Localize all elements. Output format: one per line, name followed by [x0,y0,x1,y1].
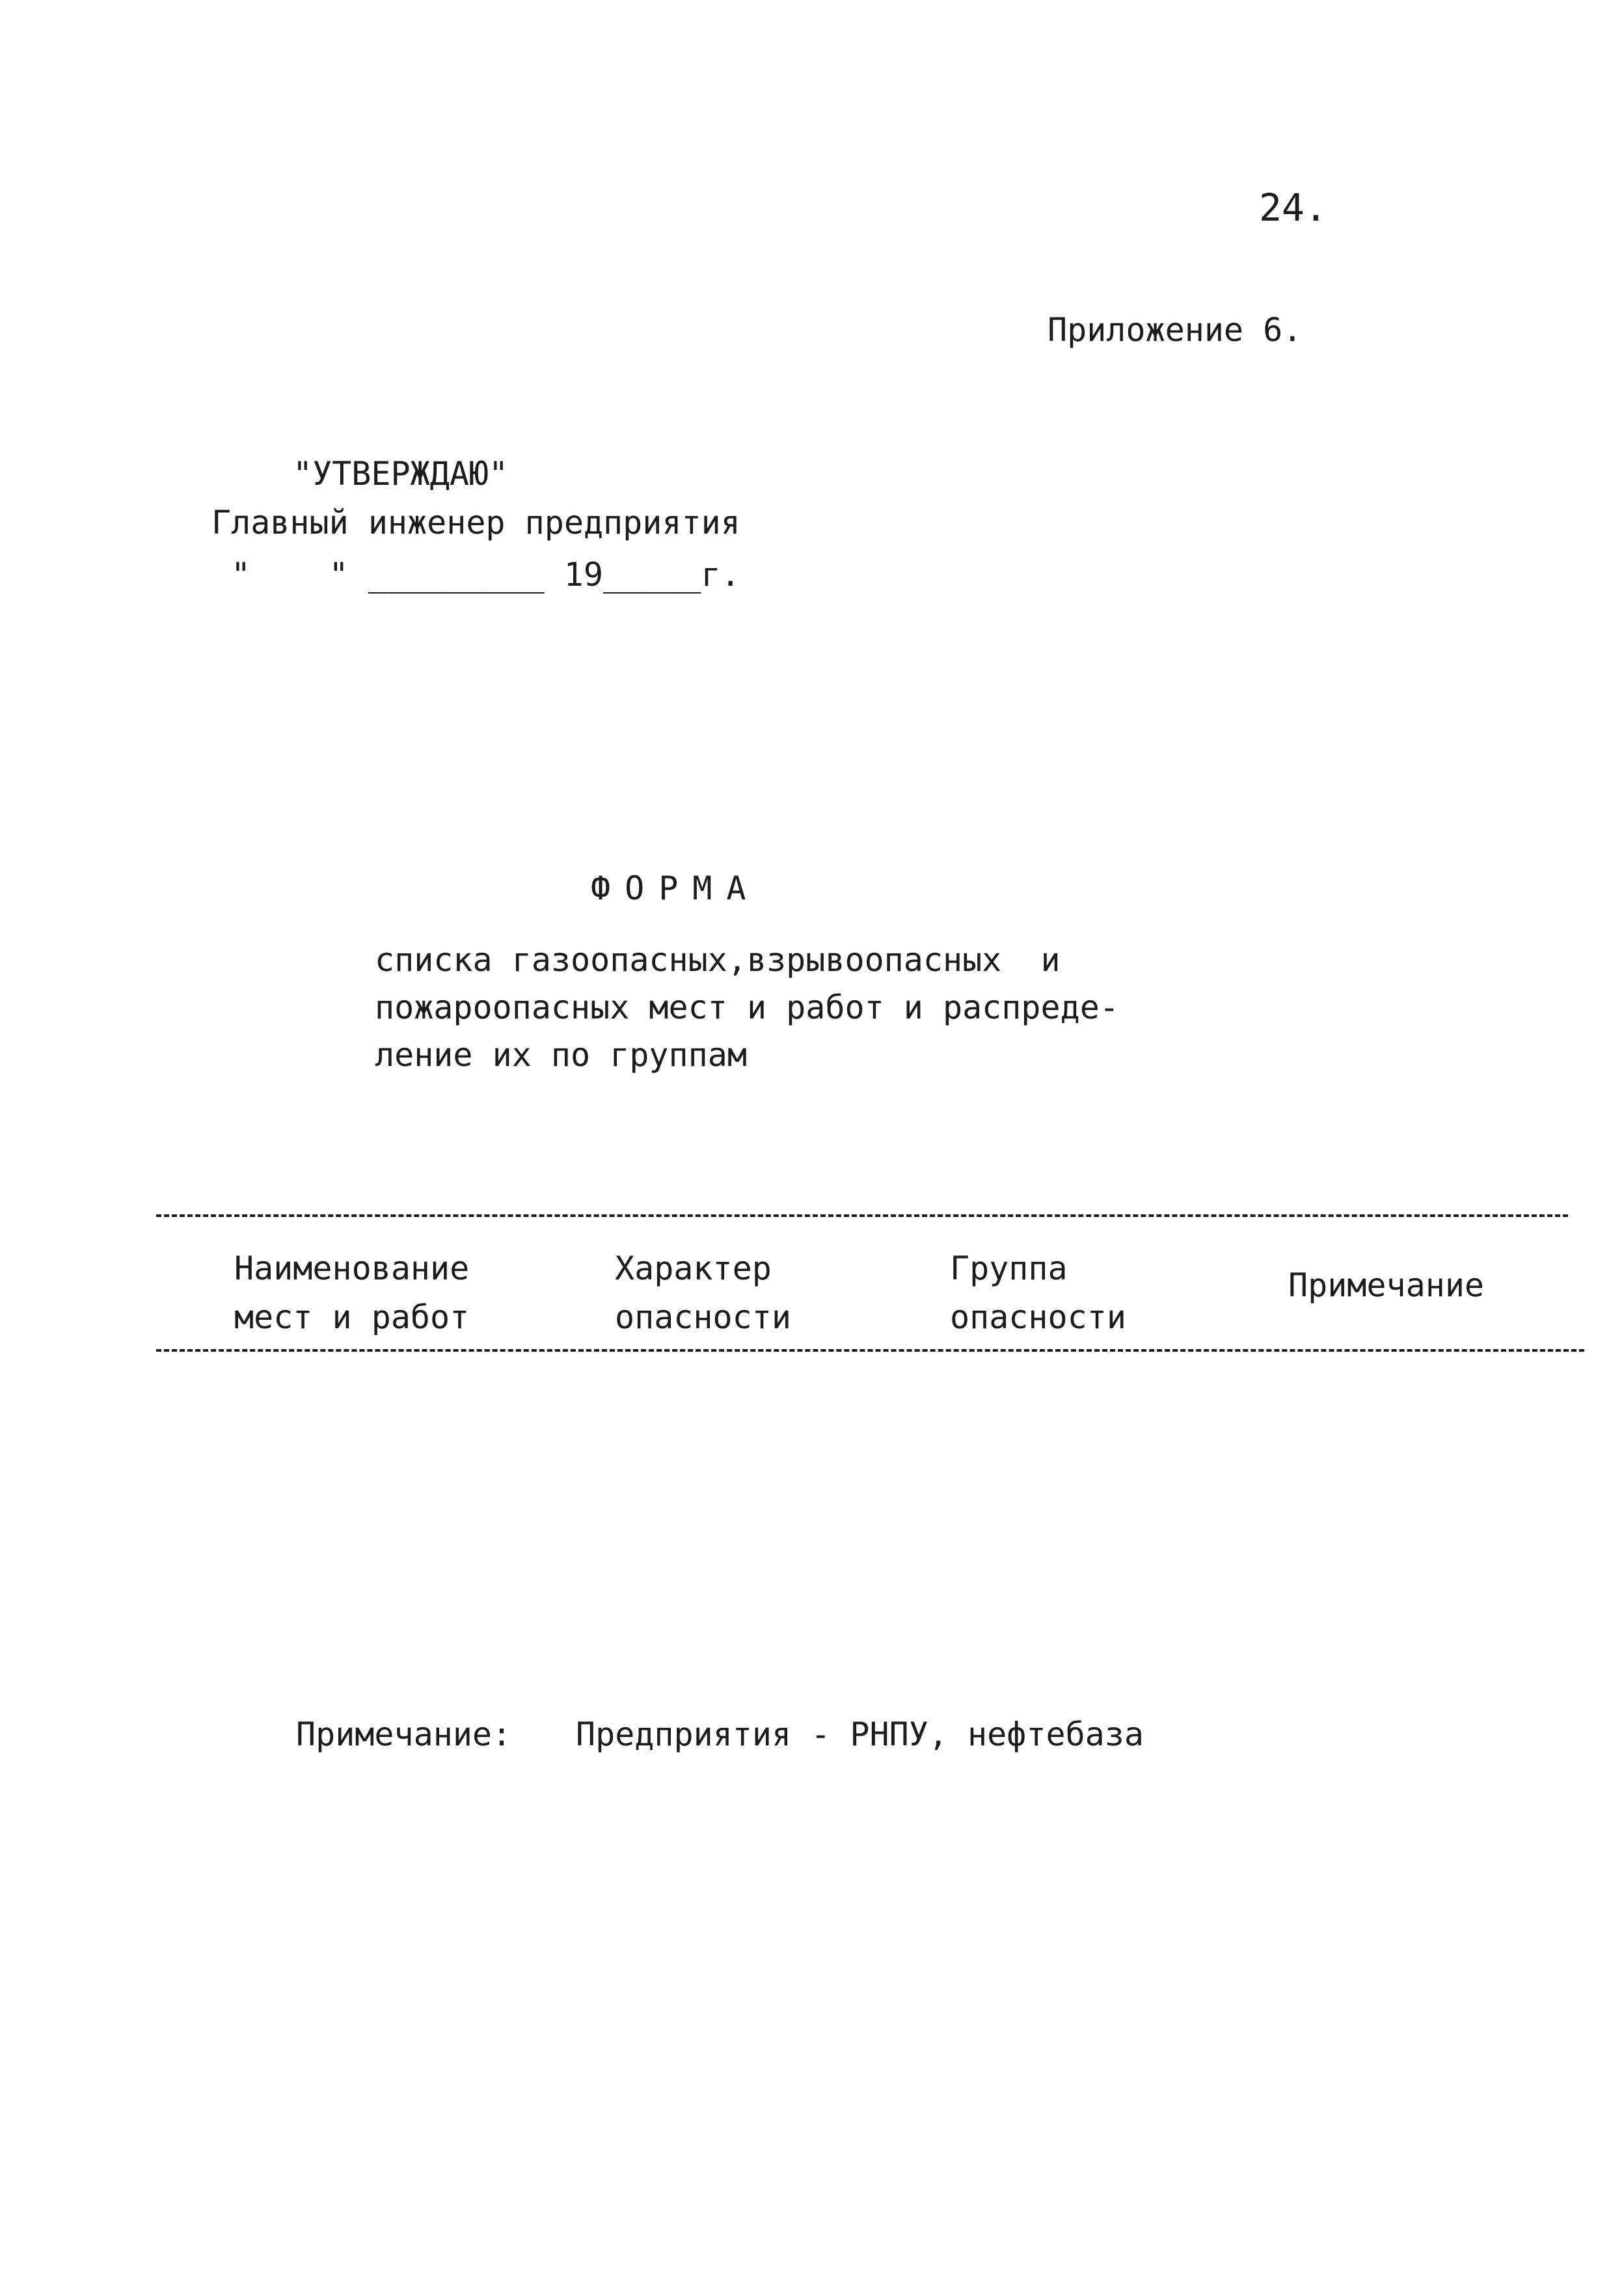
column-header-line: Примечание [1288,1266,1485,1304]
column-header-line: опасности [950,1298,1126,1336]
column-header-line: Характер [615,1250,772,1287]
column-header-hazard-type [615,1244,791,1342]
form-subtitle-line: пожароопасных мест и работ и распреде- [375,989,1119,1026]
column-header-name [234,1244,469,1342]
page-number: 24. [1259,185,1327,230]
column-header-hazard-group [950,1244,1126,1342]
approval-title: "УТВЕРЖДАЮ" [293,455,509,493]
form-subtitle-line: списка газоопасных,взрывоопасных и [375,941,1061,979]
column-header-line: Наименование [234,1250,470,1287]
approval-date-line: " " _________ 19_____г. [231,556,740,594]
form-title: ФОРМА [591,869,761,907]
footnote-label: Примечание: [296,1716,512,1753]
table-bottom-rule [156,1349,1584,1352]
form-subtitle-line: ление их по группам [375,1036,747,1074]
column-header-line: опасности [615,1298,791,1336]
approval-role: Главный инженер предприятия [211,504,740,541]
column-header-line: мест и работ [234,1298,470,1336]
appendix-label: Приложение 6. [1048,311,1303,349]
table-top-rule [156,1214,1568,1217]
column-header-note [1288,1266,1485,1304]
column-header-line: Группа [950,1250,1068,1287]
footnote-text: Предприятия - РНПУ, нефтебаза [576,1716,1144,1753]
